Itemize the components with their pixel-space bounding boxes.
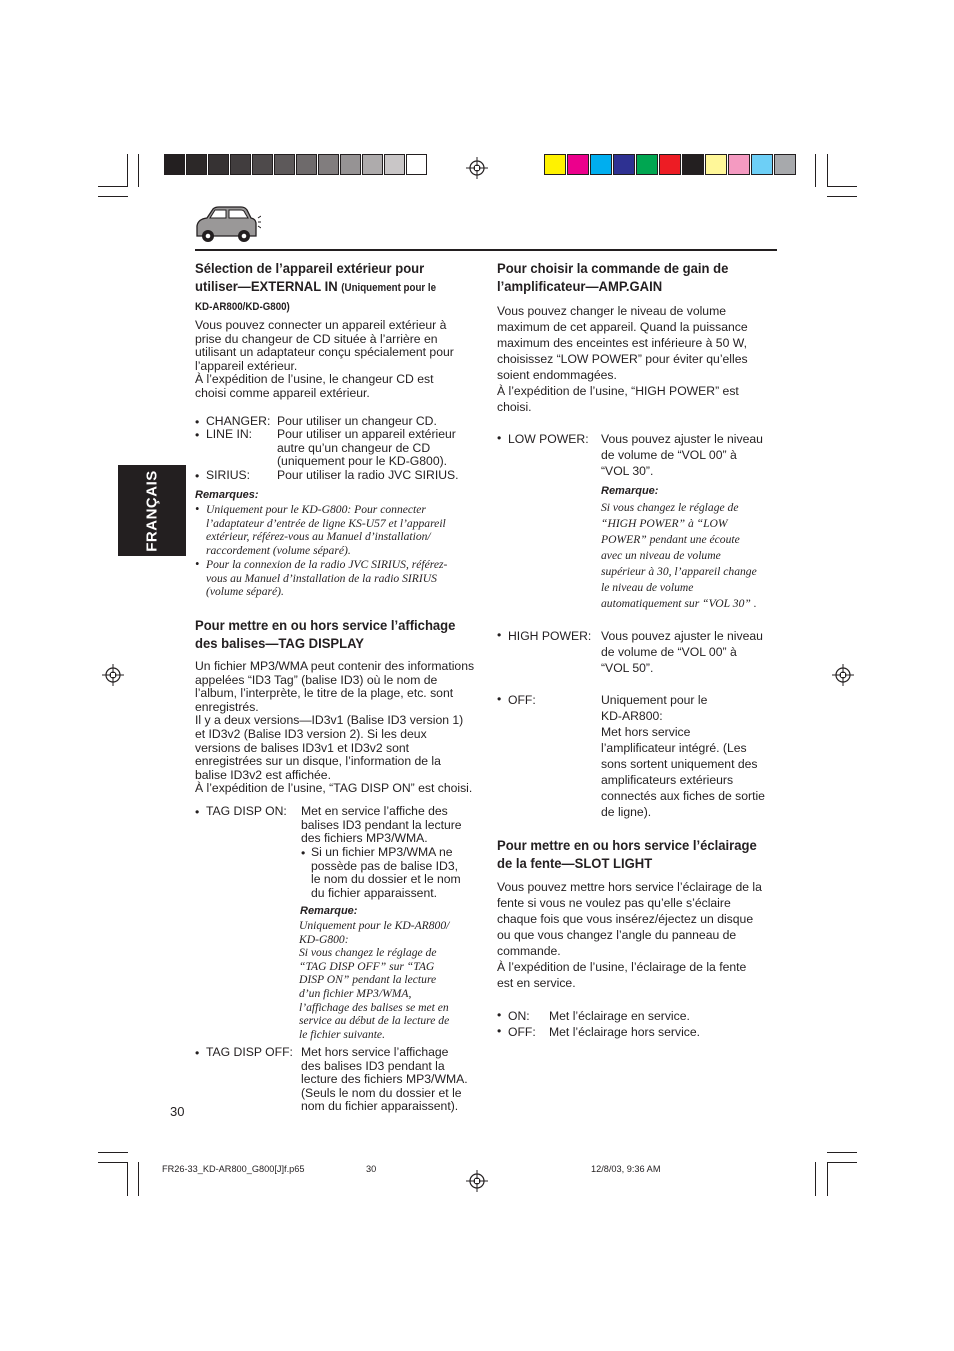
text-line: Un fichier MP3/WMA peut contenir des informations	[195, 659, 475, 673]
text-line: lecture des fichiers MP3/WMA.	[301, 1072, 468, 1087]
color-swatch	[728, 154, 750, 175]
section-title-external-in: Sélection de l’appareil extérieur pour utiliser—EXTERNAL IN (Uniquement pour le KD-AR800/KD-G800)	[195, 261, 437, 313]
footer-page: 30	[366, 1164, 377, 1174]
text-line: Si vous changez le réglage de	[299, 946, 437, 960]
color-swatch	[186, 154, 207, 175]
option-desc: Met l’éclairage en service.	[549, 1009, 690, 1023]
text-line: nom du fichier apparaissent).	[301, 1099, 459, 1114]
option-subnote	[311, 846, 481, 900]
language-tab-label: FRANÇAIS	[143, 469, 161, 552]
text-line: Vous pouvez changer le niveau de volume	[497, 304, 727, 318]
text-line: autre qu’un changeur de CD	[277, 440, 431, 455]
section-title-amp-gain: Pour choisir la commande de gain de l’amplificateur—AMP.GAIN	[497, 261, 729, 295]
option-desc	[601, 628, 781, 676]
text-line: POWER” pendant une écoute	[601, 533, 740, 546]
registration-mark-icon	[832, 664, 854, 686]
option-key: LINE IN:	[206, 427, 253, 441]
text-line: prise du changeur de CD située à l’arrière en	[195, 331, 438, 346]
option-key: ON:	[508, 1009, 530, 1023]
text-line: vous au Manuel d’installation de la radio SIRIUS	[206, 571, 437, 585]
text-line: choisissez “LOW POWER” pour éviter qu’elles	[497, 352, 748, 366]
option-desc	[601, 692, 781, 820]
text-line: l’amplificateur intégré. (Les	[601, 741, 747, 755]
text-line: le fichier suivante.	[299, 1027, 385, 1041]
text-line: (uniquement pour le KD-G800).	[277, 454, 448, 469]
tag-display-paragraph	[195, 660, 480, 796]
text-line: À l’expédition de l’usine, “TAG DISP ON” est choisi.	[195, 781, 473, 796]
text-line: “VOL 50”.	[601, 661, 654, 675]
footer-date: 12/8/03, 9:36 AM	[591, 1164, 661, 1174]
text-line: de ligne).	[601, 805, 652, 819]
text-line: À l’expédition de l’usine, l’éclairage de la fente	[497, 960, 747, 974]
text-line: Vous pouvez mettre hors service l’éclairage de la	[497, 880, 762, 894]
color-swatch	[362, 154, 383, 175]
text-line: À l’expédition de l’usine, “HIGH POWER” est	[497, 384, 739, 398]
text-line: “TAG DISP OFF” sur “TAG	[299, 959, 435, 973]
option-desc	[301, 1046, 481, 1114]
option-desc	[301, 805, 481, 846]
text-line: commande.	[497, 944, 561, 958]
color-swatch	[705, 154, 727, 175]
text-line: l’adaptateur d’entrée de ligne KS-U57 et l’appareil	[206, 516, 446, 530]
text-line: Vous pouvez connecter un appareil extérieur à	[195, 318, 447, 332]
text-line: “HIGH POWER” à “LOW	[601, 517, 728, 530]
color-swatch	[567, 154, 589, 175]
option-key: CHANGER:	[206, 414, 271, 428]
text-line: Pour la connexion de la radio JVC SIRIUS, référez-	[206, 558, 448, 571]
color-swatch	[751, 154, 773, 175]
color-swatch	[274, 154, 295, 175]
text-line: avec un niveau de volume	[601, 549, 721, 562]
text-line: Il y a deux versions—ID3v1 (Balise ID3 version 1)	[195, 713, 464, 728]
color-swatch	[296, 154, 317, 175]
color-swatch	[636, 154, 658, 175]
color-swatch	[208, 154, 229, 175]
text-line: Uniquement pour le KD-G800: Pour connecter	[206, 503, 426, 516]
option-desc	[601, 431, 781, 479]
text-line: automatiquement sur “VOL 30” .	[601, 597, 757, 610]
option-key: HIGH POWER:	[508, 629, 592, 643]
text-line: Si vous changez le réglage de	[601, 501, 739, 514]
text-line: de volume de “VOL 00” à	[601, 645, 737, 659]
remark-title: Remarque:	[300, 905, 358, 917]
color-swatch	[318, 154, 339, 175]
footer-filename: FR26-33_KD-AR800_G800[J]f.p65	[162, 1164, 305, 1174]
remark-text	[299, 919, 479, 1041]
text-line: du fichier apparaissent.	[311, 885, 438, 900]
text-line: Met hors service l’affichage	[301, 1045, 449, 1059]
text-line: Vous pouvez ajuster le niveau	[601, 432, 763, 446]
text-line: balises ID3 pendant la lecture	[301, 817, 462, 832]
text-line: amplificateurs extérieurs	[601, 773, 734, 787]
text-line: DISP ON” pendant la lecture	[299, 973, 437, 987]
color-swatch	[544, 154, 566, 175]
text-line: est en service.	[497, 976, 576, 990]
option-desc: Met l’éclairage hors service.	[549, 1025, 701, 1039]
text-line: des balises ID3 pendant la	[301, 1058, 445, 1073]
text-line: appelées “ID3 Tag” (balise ID3) où le nom de	[195, 672, 438, 687]
remark-title: Remarque:	[601, 485, 659, 497]
option-desc	[277, 469, 477, 483]
text-line: enregistrés.	[195, 699, 259, 714]
car-icon	[193, 204, 261, 246]
option-desc	[277, 428, 477, 469]
text-line: d’un fichier MP3/WMA,	[299, 986, 412, 1000]
text-line: et ID3v2 (Balise ID3 version 2). Si les deux	[195, 726, 427, 741]
header-rule	[195, 249, 777, 251]
option-key: OFF:	[508, 1025, 536, 1039]
color-swatch	[252, 154, 273, 175]
text-line: À l’expédition de l’usine, le changeur CD est	[195, 372, 434, 387]
color-swatch	[590, 154, 612, 175]
option-key: SIRIUS:	[206, 468, 251, 482]
section-title-tag-display: Pour mettre en ou hors service l’affichage des balises—TAG DISPLAY	[195, 618, 456, 652]
text-line: enregistrées sur un disque, l’information de la	[195, 754, 441, 769]
text-line: maximum de cet appareil. Quand la puissance	[497, 320, 748, 334]
text-line: l’appareil extérieur.	[195, 358, 298, 373]
color-swatch	[406, 154, 427, 175]
color-swatch	[230, 154, 251, 175]
text-line: l’affichage des balises se met en	[299, 1000, 449, 1014]
text-line: Met hors service	[601, 725, 691, 739]
text-line: Vous pouvez ajuster le niveau	[601, 629, 763, 643]
text-line: le nom du dossier et le nom	[311, 872, 461, 887]
color-swatch	[340, 154, 361, 175]
remark-text	[601, 500, 781, 612]
text-line: soient endommagées.	[497, 368, 617, 382]
color-swatch	[659, 154, 681, 175]
text-line: Si un fichier MP3/WMA ne	[311, 845, 453, 859]
text-line: Uniquement pour le	[601, 693, 708, 707]
text-line: le niveau de volume	[601, 581, 694, 594]
option-key: TAG DISP ON:	[206, 804, 287, 818]
text-line: connectés aux fiches de sortie	[601, 789, 765, 803]
section-title-slot-light: Pour mettre en ou hors service l’éclairage de la fente—SLOT LIGHT	[497, 838, 757, 872]
text-line: (Seuls le nom du dossier et le	[301, 1085, 462, 1100]
text-line: KD-AR800:	[601, 709, 663, 723]
text-line: utilisant un adaptateur conçu spécialement pour	[195, 345, 454, 360]
text-line: extérieur, référez-vous au Manuel d’installation/	[206, 530, 431, 544]
text-line: Pour utiliser un appareil extérieur	[277, 427, 456, 441]
text-line: KD-G800:	[299, 932, 349, 946]
text-line: maximum des enceintes est inférieure à 50 W,	[497, 336, 747, 350]
remark-item	[206, 503, 481, 557]
text-line: de volume de “VOL 00” à	[601, 448, 737, 462]
amp-gain-paragraph	[497, 303, 782, 415]
color-swatch	[682, 154, 704, 175]
option-key: OFF:	[508, 693, 536, 707]
text-line: service au début de la lecture de	[299, 1014, 450, 1028]
text-line: “VOL 30”.	[601, 464, 654, 478]
text-line: l’album, l’interprète, le titre de la plage, etc. sont	[195, 686, 454, 701]
text-line: sons sortent uniquement des	[601, 757, 758, 771]
text-line: raccordement (volume séparé).	[206, 543, 351, 557]
text-line: des fichiers MP3/WMA.	[301, 831, 428, 846]
external-in-paragraph	[195, 319, 475, 401]
language-tab	[118, 465, 186, 556]
text-line: Met en service l’affiche des	[301, 804, 448, 818]
option-key: TAG DISP OFF:	[206, 1045, 293, 1059]
text-line: (volume séparé).	[206, 585, 284, 599]
option-key: LOW POWER:	[508, 432, 589, 446]
text-line: versions de balises ID3v1 et ID3v2 sont	[195, 740, 410, 755]
registration-mark-icon	[466, 157, 488, 179]
text-line: Pour utiliser la radio JVC SIRIUS.	[277, 468, 459, 482]
text-line: ou que vous changez l’angle du panneau de	[497, 928, 737, 942]
color-swatch	[384, 154, 405, 175]
text-line: Uniquement pour le KD-AR800/	[299, 919, 450, 932]
text-line: supérieur à 30, l’appareil change	[601, 565, 757, 578]
page-number: 30	[170, 1104, 185, 1119]
text-line: Pour utiliser un changeur CD.	[277, 414, 437, 428]
text-line: balise ID3v2 est affichée.	[195, 767, 331, 782]
color-swatch	[164, 154, 185, 175]
remark-item	[206, 558, 481, 599]
text-line: choisi comme appareil extérieur.	[195, 385, 370, 400]
registration-mark-icon	[466, 1170, 488, 1192]
color-swatch	[774, 154, 796, 175]
registration-mark-icon	[102, 664, 124, 686]
color-swatch	[613, 154, 635, 175]
slot-light-paragraph	[497, 879, 782, 991]
text-line: choisi.	[497, 400, 532, 414]
text-line: fente si vous ne voulez pas qu’elle s’éclaire	[497, 896, 731, 910]
text-line: possède pas de balise ID3,	[311, 858, 459, 873]
text-line: chaque fois que vous insérez/éjectez un disque	[497, 912, 754, 926]
remarks-title: Remarques:	[195, 489, 259, 501]
